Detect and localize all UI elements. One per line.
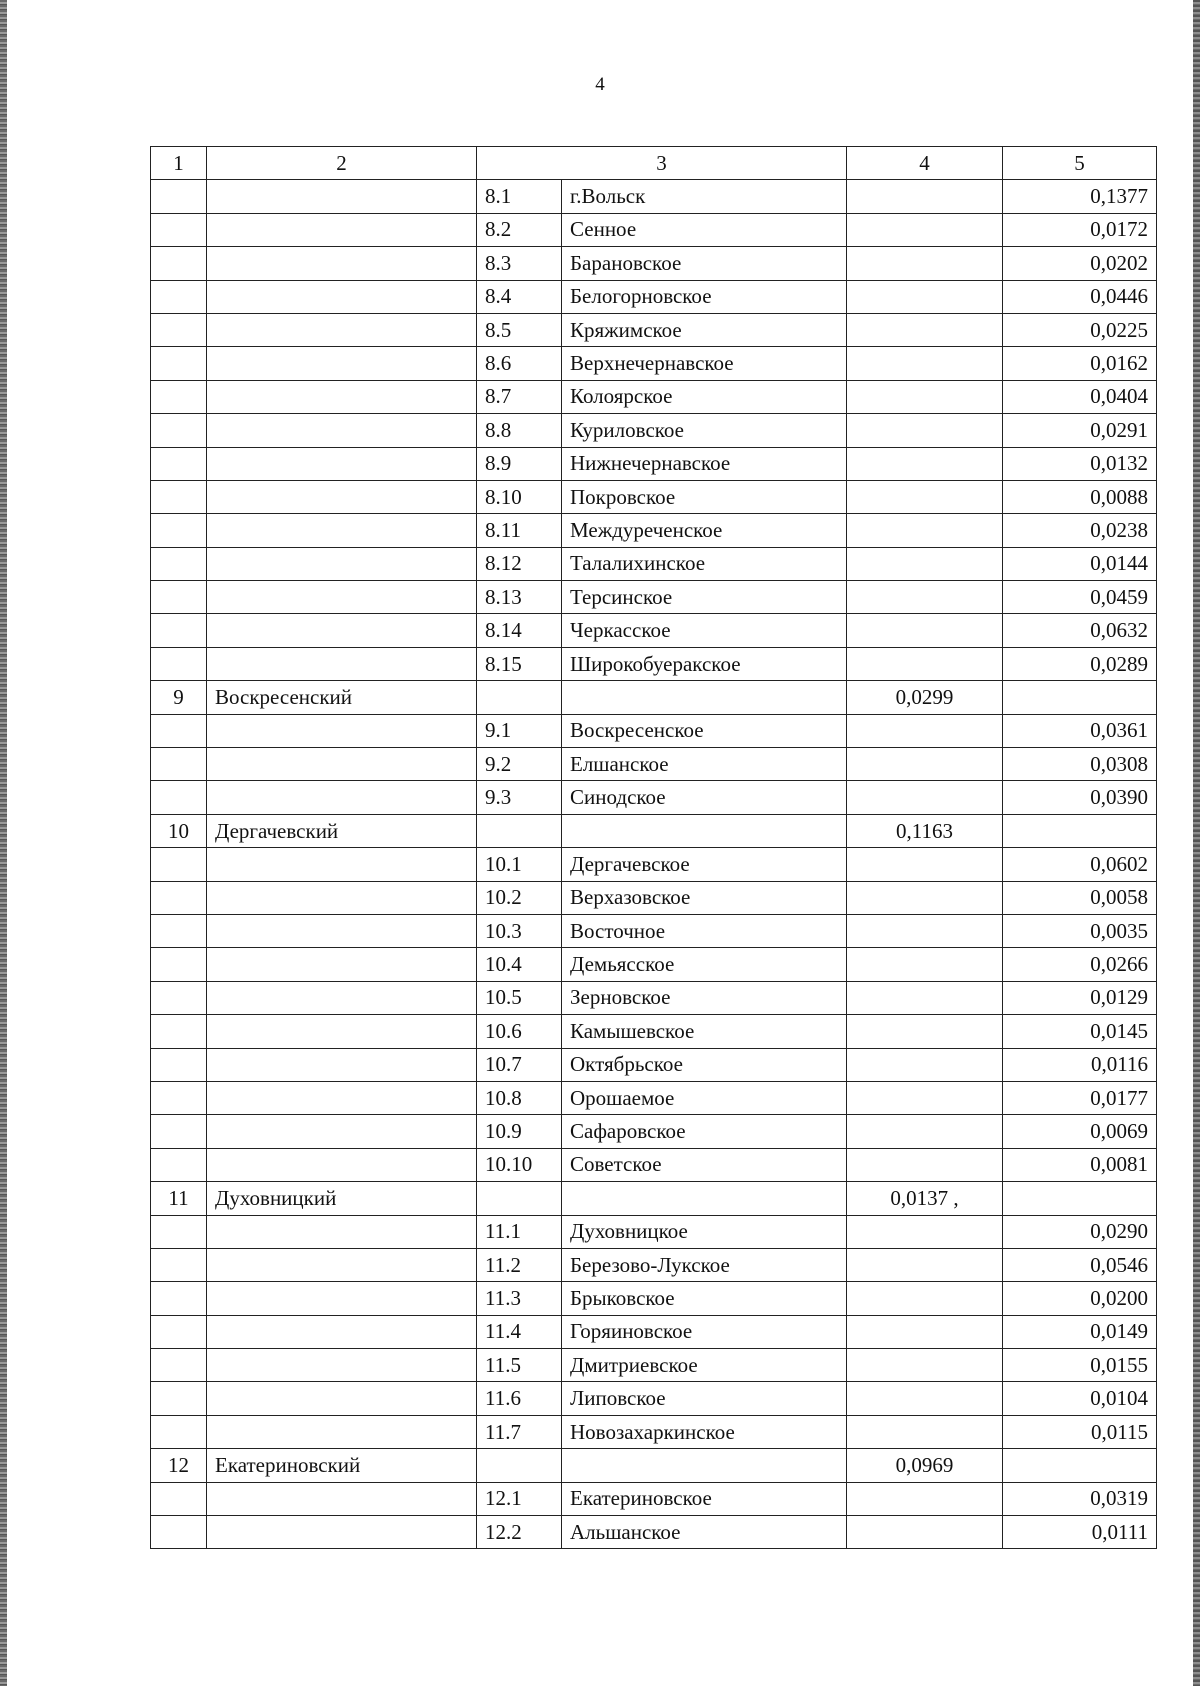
district-value-cell [847,581,1003,614]
settlement-value-cell: 0,0162 [1003,347,1157,380]
settlement-code-cell: 10.9 [477,1115,562,1148]
row-number-cell: 12 [151,1449,207,1482]
settlement-code-cell [477,1182,562,1215]
settlement-value-cell: 0,0088 [1003,480,1157,513]
settlement-code-cell: 8.9 [477,447,562,480]
table-row [151,480,1157,513]
district-name-cell [207,581,477,614]
table-row [151,380,1157,413]
district-value-cell [847,781,1003,814]
district-value-cell [847,480,1003,513]
settlement-value-cell: 0,0459 [1003,581,1157,614]
row-number-cell: 11 [151,1182,207,1215]
table-row [151,714,1157,747]
header-row [151,147,1157,180]
district-value-cell [847,414,1003,447]
district-name-cell [207,514,477,547]
district-name-cell [207,447,477,480]
settlement-value-cell: 0,0390 [1003,781,1157,814]
table-row [151,1081,1157,1114]
district-name-cell [207,1382,477,1415]
row-number-cell [151,1516,207,1549]
district-name-cell: Духовницкий [207,1182,477,1215]
settlement-code-cell: 8.10 [477,480,562,513]
settlement-name-cell: Дергачевское [562,848,847,881]
district-value-cell: 0,0969 [847,1449,1003,1482]
settlement-value-cell: 0,0319 [1003,1482,1157,1515]
settlement-name-cell [562,1182,847,1215]
district-name-cell [207,1415,477,1448]
district-value-cell [847,1048,1003,1081]
settlement-name-cell: Колоярское [562,380,847,413]
district-name-cell [207,380,477,413]
district-name-cell [207,1015,477,1048]
settlement-name-cell: Липовское [562,1382,847,1415]
settlement-value-cell: 0,0546 [1003,1248,1157,1281]
district-name-cell: Екатериновский [207,1449,477,1482]
settlement-name-cell: Покровское [562,480,847,513]
settlement-name-cell: Дмитриевское [562,1349,847,1382]
district-name-cell [207,280,477,313]
settlement-code-cell: 8.6 [477,347,562,380]
settlement-value-cell: 0,0200 [1003,1282,1157,1315]
settlement-code-cell: 11.1 [477,1215,562,1248]
table-row [151,447,1157,480]
table-row [151,848,1157,881]
settlement-value-cell: 0,1377 [1003,180,1157,213]
settlement-value-cell: 0,0361 [1003,714,1157,747]
row-number-cell [151,914,207,947]
settlement-name-cell: Куриловское [562,414,847,447]
settlement-code-cell: 8.14 [477,614,562,647]
settlement-value-cell: 0,0058 [1003,881,1157,914]
table-row [151,614,1157,647]
settlement-name-cell [562,681,847,714]
district-name-cell [207,881,477,914]
district-name-cell [207,1315,477,1348]
district-name-cell [207,247,477,280]
row-number-cell [151,313,207,346]
settlement-value-cell: 0,0129 [1003,981,1157,1014]
settlement-code-cell [477,814,562,847]
district-name-cell [207,1048,477,1081]
district-name-cell [207,1215,477,1248]
settlement-code-cell: 8.15 [477,647,562,680]
settlement-value-cell: 0,0149 [1003,1315,1157,1348]
district-value-cell [847,247,1003,280]
settlement-name-cell: Камышевское [562,1015,847,1048]
row-number-cell [151,347,207,380]
row-number-cell [151,1315,207,1348]
settlement-code-cell: 11.7 [477,1415,562,1448]
settlement-value-cell: 0,0081 [1003,1148,1157,1181]
table-row [151,280,1157,313]
settlement-name-cell [562,814,847,847]
table-row [151,514,1157,547]
district-value-cell [847,514,1003,547]
header-cell-4: 4 [847,147,1003,180]
settlement-value-cell: 0,0145 [1003,1015,1157,1048]
settlement-code-cell: 10.10 [477,1148,562,1181]
row-number-cell [151,547,207,580]
settlement-name-cell: Духовницкое [562,1215,847,1248]
table-row [151,1048,1157,1081]
district-name-cell: Воскресенский [207,681,477,714]
settlement-code-cell: 10.5 [477,981,562,1014]
row-number-cell [151,213,207,246]
table-row [151,748,1157,781]
settlement-name-cell: Кряжимское [562,313,847,346]
settlement-value-cell: 0,0290 [1003,1215,1157,1248]
district-row [151,814,1157,847]
row-number-cell [151,1482,207,1515]
district-name-cell: Дергачевский [207,814,477,847]
table-row [151,1516,1157,1549]
row-number-cell [151,447,207,480]
district-value-cell [847,347,1003,380]
table-row [151,1148,1157,1181]
header-cell-1: 1 [151,147,207,180]
row-number-cell [151,247,207,280]
settlement-value-cell: 0,0632 [1003,614,1157,647]
settlement-value-cell [1003,1449,1157,1482]
settlement-name-cell: Новозахаркинское [562,1415,847,1448]
district-name-cell [207,781,477,814]
table-row [151,1382,1157,1415]
settlement-name-cell: Демьясское [562,948,847,981]
settlement-name-cell: Советское [562,1148,847,1181]
settlement-name-cell: Нижнечернавское [562,447,847,480]
district-value-cell [847,614,1003,647]
settlement-name-cell: Орошаемое [562,1081,847,1114]
row-number-cell [151,1215,207,1248]
district-name-cell [207,347,477,380]
district-value-cell [847,914,1003,947]
table-body [151,147,1157,1549]
district-value-cell [847,1349,1003,1382]
row-number-cell [151,1382,207,1415]
row-number-cell [151,881,207,914]
table-row [151,213,1157,246]
row-number-cell [151,1282,207,1315]
table-row [151,647,1157,680]
row-number-cell [151,514,207,547]
settlement-code-cell: 8.3 [477,247,562,280]
settlement-value-cell: 0,0308 [1003,748,1157,781]
district-value-cell [847,313,1003,346]
district-name-cell [207,714,477,747]
settlement-code-cell: 8.5 [477,313,562,346]
district-value-cell [847,1248,1003,1281]
settlement-name-cell: Черкасское [562,614,847,647]
district-value-cell [847,714,1003,747]
settlement-value-cell: 0,0069 [1003,1115,1157,1148]
settlement-code-cell: 12.2 [477,1516,562,1549]
settlement-code-cell: 10.4 [477,948,562,981]
table-row [151,781,1157,814]
district-value-cell [847,1115,1003,1148]
district-name-cell [207,1349,477,1382]
district-name-cell [207,914,477,947]
district-value-cell [847,280,1003,313]
page-number: 4 [595,74,605,95]
row-number-cell: 10 [151,814,207,847]
district-row [151,1449,1157,1482]
district-value-cell [847,1382,1003,1415]
district-value-cell [847,1081,1003,1114]
settlement-name-cell: Березово-Лукское [562,1248,847,1281]
settlement-value-cell: 0,0116 [1003,1048,1157,1081]
table-row [151,948,1157,981]
settlement-code-cell: 8.13 [477,581,562,614]
settlement-code-cell: 8.2 [477,213,562,246]
settlement-code-cell: 10.2 [477,881,562,914]
settlement-value-cell [1003,814,1157,847]
district-value-cell [847,748,1003,781]
settlement-name-cell: Сенное [562,213,847,246]
district-name-cell [207,647,477,680]
table-row [151,313,1157,346]
row-number-cell [151,1415,207,1448]
district-value-cell [847,180,1003,213]
settlement-name-cell: Белогорновское [562,280,847,313]
table-row [151,914,1157,947]
district-value-cell [847,1415,1003,1448]
district-value-cell [847,1015,1003,1048]
district-value-cell [847,1215,1003,1248]
district-value-cell [847,547,1003,580]
district-value-cell [847,1516,1003,1549]
settlement-name-cell: г.Вольск [562,180,847,213]
district-name-cell [207,1115,477,1148]
row-number-cell [151,1015,207,1048]
district-name-cell [207,848,477,881]
row-number-cell [151,1148,207,1181]
district-name-cell [207,414,477,447]
settlement-name-cell: Елшанское [562,748,847,781]
district-name-cell [207,213,477,246]
row-number-cell [151,380,207,413]
district-name-cell [207,1248,477,1281]
district-name-cell [207,547,477,580]
table-row [151,581,1157,614]
settlement-code-cell [477,1449,562,1482]
row-number-cell [151,1115,207,1148]
settlement-code-cell: 8.7 [477,380,562,413]
table-row [151,347,1157,380]
settlement-code-cell: 8.4 [477,280,562,313]
district-name-cell [207,1148,477,1181]
header-cell-3: 3 [477,147,847,180]
district-value-cell [847,948,1003,981]
row-number-cell [151,981,207,1014]
table-row [151,1215,1157,1248]
settlement-code-cell: 11.5 [477,1349,562,1382]
settlement-value-cell: 0,0291 [1003,414,1157,447]
settlement-code-cell: 11.6 [477,1382,562,1415]
settlement-value-cell: 0,0202 [1003,247,1157,280]
row-number-cell [151,1248,207,1281]
row-number-cell [151,781,207,814]
table-row [151,1315,1157,1348]
settlement-code-cell: 9.1 [477,714,562,747]
table-row [151,247,1157,280]
settlement-name-cell: Альшанское [562,1516,847,1549]
settlement-value-cell: 0,0111 [1003,1516,1157,1549]
settlement-code-cell: 10.8 [477,1081,562,1114]
settlement-value-cell: 0,0104 [1003,1382,1157,1415]
row-number-cell [151,1048,207,1081]
settlement-value-cell: 0,0155 [1003,1349,1157,1382]
row-number-cell [151,647,207,680]
settlement-name-cell: Верхазовское [562,881,847,914]
settlement-name-cell: Широкобуеракское [562,647,847,680]
district-name-cell [207,748,477,781]
header-cell-5: 5 [1003,147,1157,180]
table-row [151,1349,1157,1382]
header-cell-2: 2 [207,147,477,180]
table-row [151,881,1157,914]
settlement-value-cell: 0,0115 [1003,1415,1157,1448]
district-name-cell [207,180,477,213]
district-name-cell [207,948,477,981]
row-number-cell [151,414,207,447]
table-row [151,1115,1157,1148]
settlement-name-cell: Междуреченское [562,514,847,547]
settlement-name-cell: Синодское [562,781,847,814]
table-row [151,547,1157,580]
district-value-cell: 0,1163 [847,814,1003,847]
settlement-name-cell: Талалихинское [562,547,847,580]
scan-edge-left [0,0,7,1686]
table-row [151,414,1157,447]
settlement-name-cell: Зерновское [562,981,847,1014]
settlement-code-cell: 9.2 [477,748,562,781]
district-row [151,1182,1157,1215]
district-value-cell [847,1482,1003,1515]
district-value-cell [847,1148,1003,1181]
settlement-code-cell [477,681,562,714]
district-name-cell [207,480,477,513]
settlement-value-cell: 0,0035 [1003,914,1157,947]
district-row [151,681,1157,714]
settlement-value-cell: 0,0225 [1003,313,1157,346]
table-row [151,1415,1157,1448]
settlement-name-cell: Барановское [562,247,847,280]
settlement-value-cell: 0,0289 [1003,647,1157,680]
settlement-name-cell: Екатериновское [562,1482,847,1515]
settlement-value-cell: 0,0144 [1003,547,1157,580]
settlement-value-cell: 0,0132 [1003,447,1157,480]
table-row [151,1482,1157,1515]
district-name-cell [207,1081,477,1114]
row-number-cell [151,480,207,513]
district-name-cell [207,981,477,1014]
settlement-value-cell: 0,0602 [1003,848,1157,881]
district-name-cell [207,1516,477,1549]
district-value-cell [847,380,1003,413]
row-number-cell [151,614,207,647]
district-name-cell [207,313,477,346]
settlement-code-cell: 9.3 [477,781,562,814]
district-value-cell [847,848,1003,881]
settlement-value-cell: 0,0177 [1003,1081,1157,1114]
table-row [151,1282,1157,1315]
settlement-name-cell: Горяиновское [562,1315,847,1348]
table-row [151,1248,1157,1281]
settlement-code-cell: 11.2 [477,1248,562,1281]
district-value-cell [847,213,1003,246]
settlement-value-cell: 0,0266 [1003,948,1157,981]
settlement-code-cell: 10.6 [477,1015,562,1048]
row-number-cell [151,581,207,614]
row-number-cell [151,1349,207,1382]
district-value-cell [847,1282,1003,1315]
district-value-cell: 0,0137 , [847,1182,1003,1215]
district-name-cell [207,1482,477,1515]
settlement-name-cell: Октябрьское [562,1048,847,1081]
settlement-value-cell [1003,681,1157,714]
table-row [151,1015,1157,1048]
settlement-code-cell: 8.8 [477,414,562,447]
row-number-cell [151,948,207,981]
settlement-code-cell: 12.1 [477,1482,562,1515]
settlement-value-cell: 0,0238 [1003,514,1157,547]
table-row [151,981,1157,1014]
row-number-cell: 9 [151,681,207,714]
settlement-name-cell [562,1449,847,1482]
district-name-cell [207,1282,477,1315]
settlement-code-cell: 10.1 [477,848,562,881]
settlement-code-cell: 8.12 [477,547,562,580]
district-value-cell [847,447,1003,480]
settlement-value-cell: 0,0446 [1003,280,1157,313]
settlement-code-cell: 10.7 [477,1048,562,1081]
row-number-cell [151,748,207,781]
settlement-code-cell: 8.1 [477,180,562,213]
settlement-code-cell: 11.4 [477,1315,562,1348]
district-value-cell [847,881,1003,914]
row-number-cell [151,714,207,747]
settlement-name-cell: Верхнечернавское [562,347,847,380]
row-number-cell [151,1081,207,1114]
row-number-cell [151,848,207,881]
settlement-name-cell: Терсинское [562,581,847,614]
row-number-cell [151,180,207,213]
row-number-cell [151,280,207,313]
settlement-code-cell: 10.3 [477,914,562,947]
settlement-code-cell: 11.3 [477,1282,562,1315]
settlement-code-cell: 8.11 [477,514,562,547]
settlement-value-cell [1003,1182,1157,1215]
settlement-name-cell: Воскресенское [562,714,847,747]
scan-edge-right [1193,0,1200,1686]
settlement-value-cell: 0,0404 [1003,380,1157,413]
district-value-cell [847,647,1003,680]
district-value-cell [847,1315,1003,1348]
data-table [150,146,1157,1549]
settlement-name-cell: Сафаровское [562,1115,847,1148]
settlement-name-cell: Брыковское [562,1282,847,1315]
table-row [151,180,1157,213]
settlement-value-cell: 0,0172 [1003,213,1157,246]
district-value-cell [847,981,1003,1014]
district-name-cell [207,614,477,647]
settlement-name-cell: Восточное [562,914,847,947]
district-value-cell: 0,0299 [847,681,1003,714]
